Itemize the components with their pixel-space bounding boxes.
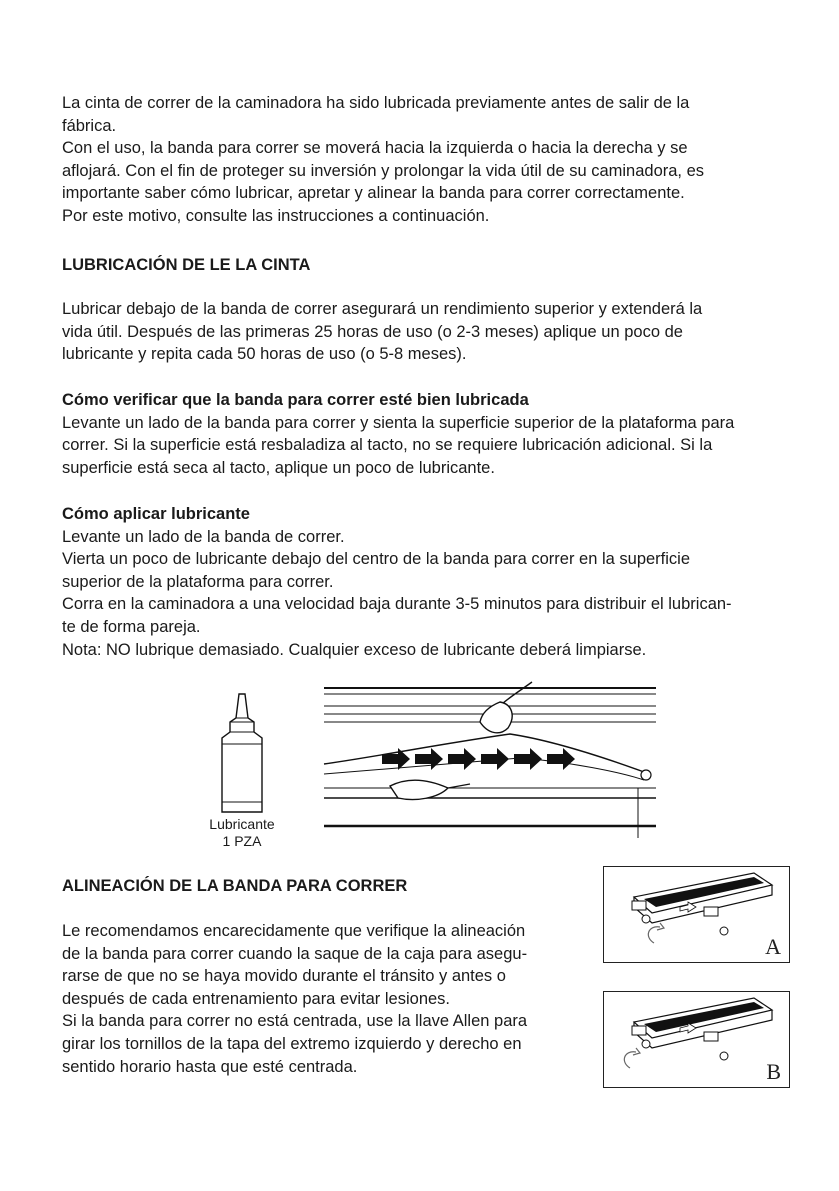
verify-line: superficie está seca al tacto, aplique un poco de lubricante. bbox=[62, 458, 495, 477]
intro-line: Por este motivo, consulte las instrucciones a continuación. bbox=[62, 206, 490, 225]
alignment-line: rarse de que no se haya movido durante el tránsito y antes o bbox=[62, 967, 506, 986]
lubrication-line: lubricante y repita cada 50 horas de uso (o 5-8 meses). bbox=[62, 345, 467, 364]
verify-line: correr. Si la superficie está resbaladiza al tacto, no se requiere lubricación adicional. Si la bbox=[62, 436, 713, 455]
lubrication-line: vida útil. Después de las primeras 25 horas de uso (o 2-3 meses) aplique un poco de bbox=[62, 322, 683, 341]
bottle-quantity: 1 PZA bbox=[222, 833, 262, 849]
apply-line: te de forma pareja. bbox=[62, 617, 201, 636]
diagram-letter-a: A bbox=[765, 934, 781, 959]
diagram-letter-b: B bbox=[766, 1059, 781, 1084]
verify-heading: Cómo verificar que la banda para correr esté bien lubricada bbox=[62, 391, 529, 409]
apply-section bbox=[62, 503, 792, 661]
intro-paragraph bbox=[62, 92, 792, 228]
alignment-heading: ALINEACIÓN DE LA BANDA PARA CORRER bbox=[62, 877, 408, 895]
lubrication-line: Lubricar debajo de la banda de correr asegurará un rendimiento superior y extenderá la bbox=[62, 300, 703, 318]
alignment-diagram-a bbox=[603, 866, 790, 963]
belt-lubrication-illustration bbox=[320, 676, 660, 841]
intro-line: Con el uso, la banda para correr se moverá hacia la izquierda o hacia la derecha y se bbox=[62, 139, 688, 158]
lubricant-bottle-illustration bbox=[196, 690, 288, 855]
apply-line: Corra en la caminadora a una velocidad baja durante 3-5 minutos para distribuir el lubrican- bbox=[62, 595, 732, 614]
apply-line: superior de la plataforma para correr. bbox=[62, 572, 334, 591]
belt-lift-icon bbox=[320, 676, 660, 841]
alignment-line: Le recomendamos encarecidamente que verifique la alineación bbox=[62, 922, 526, 940]
intro-line: aflojará. Con el fin de proteger su inversión y prolongar la vida útil de su caminadora, es bbox=[62, 161, 705, 180]
intro-line: importante saber cómo lubricar, apretar y alinear la banda para correr correctamente. bbox=[62, 184, 685, 203]
apply-line: Vierta un poco de lubricante debajo del centro de la banda para correr en la superficie bbox=[62, 550, 691, 569]
lubrication-heading: LUBRICACIÓN DE LE LA CINTA bbox=[62, 256, 311, 274]
verify-section bbox=[62, 389, 792, 479]
alignment-line: girar los tornillos de la tapa del extremo izquierdo y derecho en bbox=[62, 1034, 522, 1053]
intro-line: La cinta de correr de la caminadora ha sido lubricada previamente antes de salir de la bbox=[62, 94, 690, 112]
bottle-label: Lubricante bbox=[209, 816, 275, 832]
alignment-paragraph bbox=[62, 920, 582, 1078]
alignment-line: sentido horario hasta que esté centrada. bbox=[62, 1057, 358, 1076]
intro-line: fábrica. bbox=[62, 116, 117, 135]
belt-adjust-right-icon bbox=[604, 992, 789, 1087]
apply-line: Nota: NO lubrique demasiado. Cualquier exceso de lubricante deberá limpiarse. bbox=[62, 640, 647, 659]
lubrication-paragraph bbox=[62, 298, 792, 366]
alignment-diagram-b bbox=[603, 991, 790, 1088]
apply-heading: Cómo aplicar lubricante bbox=[62, 505, 250, 523]
alignment-line: de la banda para correr cuando la saque de la caja para asegu- bbox=[62, 944, 528, 963]
alignment-line: Si la banda para correr no está centrada, use la llave Allen para bbox=[62, 1012, 528, 1031]
belt-adjust-left-icon bbox=[604, 867, 789, 962]
apply-line: Levante un lado de la banda de correr. bbox=[62, 527, 345, 546]
verify-line: Levante un lado de la banda para correr y sienta la superficie superior de la plataforma para bbox=[62, 413, 735, 432]
bottle-icon bbox=[196, 690, 288, 820]
alignment-line: después de cada entrenamiento para evitar lesiones. bbox=[62, 989, 450, 1008]
